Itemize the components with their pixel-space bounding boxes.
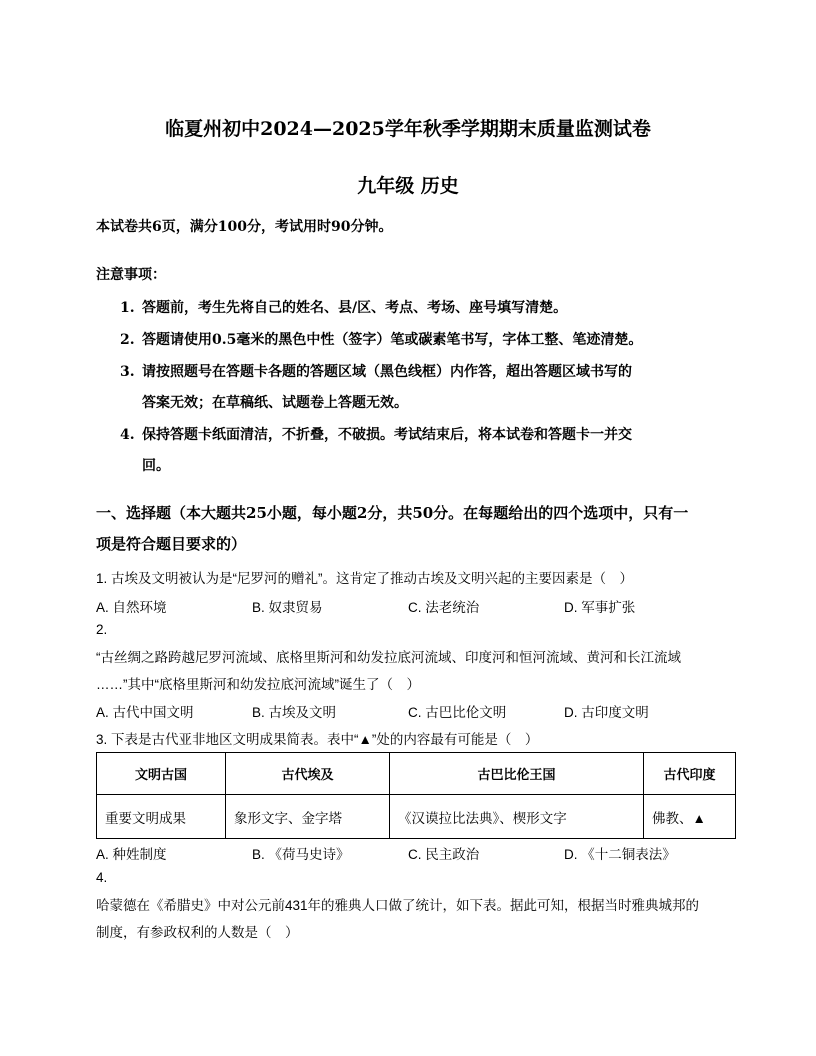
note-text: 答题前，考生先将自己的姓名、县/区、考点、考场、座号填写清楚。 bbox=[142, 300, 568, 316]
table-header-cell: 古代印度 bbox=[644, 753, 736, 795]
note-text: 答题请使用0.5毫米的黑色中性（签字）笔或碳素笔书写，字体工整、笔迹清楚。 bbox=[142, 332, 643, 348]
table-cell: 重要文明成果 bbox=[97, 795, 226, 839]
question-4-stem-continued: 制度，有参政权利的人数是（ ） bbox=[96, 925, 299, 940]
note-number: 3. bbox=[120, 364, 135, 380]
question-1-option-c[interactable]: C. 法老统治 bbox=[408, 600, 480, 615]
note-number: 2. bbox=[120, 332, 135, 348]
note-item-3 bbox=[120, 361, 632, 381]
question-1-option-b[interactable]: B. 奴隶贸易 bbox=[252, 600, 323, 615]
note-item-1 bbox=[120, 297, 567, 317]
table-header-cell: 古代埃及 bbox=[226, 753, 390, 795]
table-header-cell: 古巴比伦王国 bbox=[390, 753, 644, 795]
exam-subtitle: 九年级 历史 bbox=[357, 175, 459, 197]
question-2-stem: “古丝绸之路跨越尼罗河流域、底格里斯河和幼发拉底河流域、印度河和恒河流域、黄河和长江流域 bbox=[96, 650, 681, 665]
question-4-stem: 哈蒙德在《希腊史》中对公元前431年的雅典人口做了统计，如下表。据此可知，根据当时雅典城邦的 bbox=[96, 898, 700, 913]
exam-intro: 本试卷共6页，满分100分，考试用时90分钟。 bbox=[96, 219, 393, 235]
note-item-3-continued: 答案无效；在草稿纸、试题卷上答题无效。 bbox=[142, 395, 408, 411]
question-3-option-a[interactable]: A. 种姓制度 bbox=[96, 847, 167, 862]
note-text: 请按照题号在答题卡各题的答题区域（黑色线框）内作答，超出答题区域书写的 bbox=[142, 364, 632, 380]
table-cell: 佛教、▲ bbox=[644, 795, 736, 839]
question-2-number: 2. bbox=[96, 622, 108, 637]
question-3-option-d[interactable]: D. 《十二铜表法》 bbox=[564, 847, 676, 862]
notes-heading: 注意事项： bbox=[96, 267, 166, 283]
question-2-option-c[interactable]: C. 古巴比伦文明 bbox=[408, 705, 507, 720]
question-4-number: 4. bbox=[96, 870, 108, 885]
note-item-2 bbox=[120, 329, 642, 349]
table-header-row bbox=[97, 753, 736, 795]
table-cell: 象形文字、金字塔 bbox=[226, 795, 390, 839]
question-2-option-a[interactable]: A. 古代中国文明 bbox=[96, 705, 194, 720]
table-row bbox=[97, 795, 736, 839]
question-1-option-a[interactable]: A. 自然环境 bbox=[96, 600, 167, 615]
note-item-4 bbox=[120, 424, 632, 444]
note-number: 1. bbox=[120, 300, 135, 316]
note-text: 保持答题卡纸面清洁，不折叠，不破损。考试结束后，将本试卷和答题卡一并交 bbox=[142, 427, 632, 443]
note-item-4-continued: 回。 bbox=[142, 458, 170, 474]
exam-title: 临夏州初中2024—2025学年秋季学期期末质量监测试卷 bbox=[165, 118, 651, 140]
table-cell: 《汉谟拉比法典》、楔形文字 bbox=[390, 795, 644, 839]
question-1-stem: 1. 古埃及文明被认为是“尼罗河的赠礼”。这肯定了推动古埃及文明兴起的主要因素是（ ） bbox=[96, 571, 633, 586]
question-1-option-d[interactable]: D. 军事扩张 bbox=[564, 600, 636, 615]
section-heading: 一、选择题（本大题共25小题，每小题2分，共50分。在每题给出的四个选项中，只有一 bbox=[96, 504, 689, 522]
question-2-option-d[interactable]: D. 古印度文明 bbox=[564, 705, 649, 720]
section-heading-continued: 项是符合题目要求的） bbox=[96, 535, 247, 553]
note-number: 4. bbox=[120, 427, 135, 443]
civilization-table bbox=[96, 752, 736, 839]
question-3-option-b[interactable]: B. 《荷马史诗》 bbox=[252, 847, 350, 862]
question-3-option-c[interactable]: C. 民主政治 bbox=[408, 847, 480, 862]
question-2-option-b[interactable]: B. 古埃及文明 bbox=[252, 705, 337, 720]
question-2-stem-continued: ……”其中“底格里斯河和幼发拉底河流域”诞生了（ ） bbox=[96, 677, 420, 692]
table-header-cell: 文明古国 bbox=[97, 753, 226, 795]
question-3-stem: 3. 下表是古代亚非地区文明成果简表。表中“▲”处的内容最有可能是（ ） bbox=[96, 732, 539, 747]
